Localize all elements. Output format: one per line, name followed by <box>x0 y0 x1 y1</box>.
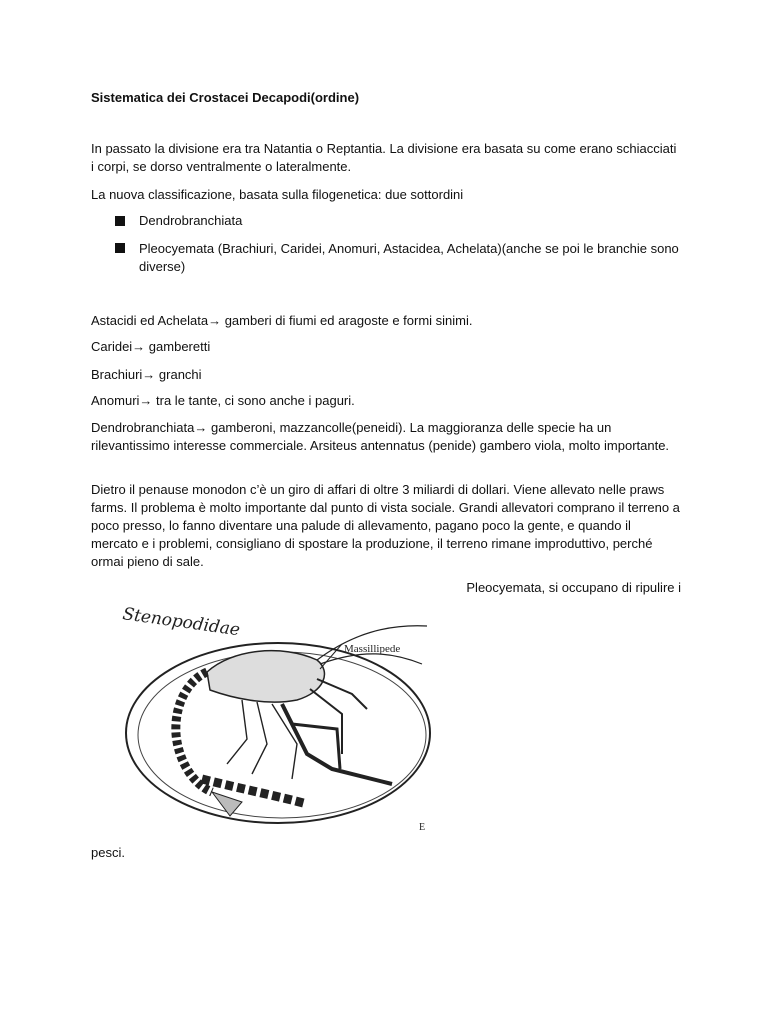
line-brachiuri: Brachiuri→ granchi <box>91 367 202 382</box>
line-anomuri: Anomuri→ tra le tante, ci sono anche i paguri. <box>91 393 355 408</box>
figure-handwritten-caption: Stenopodidae <box>121 604 242 641</box>
line-astacidi: Astacidi ed Achelata→ gamberi di fiumi ed aragoste e formi sinimi. <box>91 313 473 328</box>
paragraph-pesci: pesci. <box>91 845 125 860</box>
bullet-item-2: Pleocyemata (Brachiuri, Caridei, Anomuri, Astacidea, Achelata)(anche se poi le branchie sono diverse) <box>139 241 679 274</box>
document-title: Sistematica dei Crostacei Decapodi(ordine) <box>91 90 360 105</box>
paragraph-pleocyemata: Pleocyemata, si occupano di ripulire i <box>466 580 681 595</box>
line-caridei: Caridei→ gamberetti <box>91 339 211 354</box>
bullet-marker <box>115 216 125 226</box>
shrimp-leg <box>272 704 297 779</box>
figure-label-massillipede: Massillipede <box>344 643 401 655</box>
bullet-item-1: Dendrobranchiata <box>139 213 243 228</box>
shrimp-maxilliped <box>317 679 367 709</box>
paragraph-penaeus: Dietro il penause monodon c’è un giro di affari di oltre 3 miliardi di dollari. Viene allevato nelle praws farms. Il problema è molto importante dal punto di vista sociale. Grandi allevatori comprano il terreno a poco presso, lo fanno diventare una palude di allevamento, pagano poco la gente, e quando il mercato e i problemi, consigliano di spostare la produzione, il terreno rimane improduttivo, perché ormai pieno di sale. <box>91 482 680 569</box>
shrimp-tail <box>212 792 242 816</box>
shrimp-leg <box>252 702 267 774</box>
paragraph-1: In passato la divisione era tra Natantia o Reptantia. La divisione era basata su come erano schiacciati i corpi, se dorso ventralmente o lateralmente. <box>91 141 677 174</box>
shrimp-leg <box>292 724 340 769</box>
paragraph-dendrobranchiata: Dendrobranchiata→ gamberoni, mazzancolle(peneidi). La maggioranza delle specie ha un rilevantissimo interesse commerciale. Arsiteus antennatus (penide) gambero viola, molto importante. <box>91 420 670 453</box>
shrimp-leg <box>227 700 247 764</box>
shrimp-abdomen <box>176 672 212 792</box>
paragraph-2: La nuova classificazione, basata sulla filogenetica: due sottordini <box>91 187 464 202</box>
stenopodidae-illustration <box>92 594 442 834</box>
bullet-marker <box>115 243 125 253</box>
figure-letter: E <box>419 822 426 833</box>
